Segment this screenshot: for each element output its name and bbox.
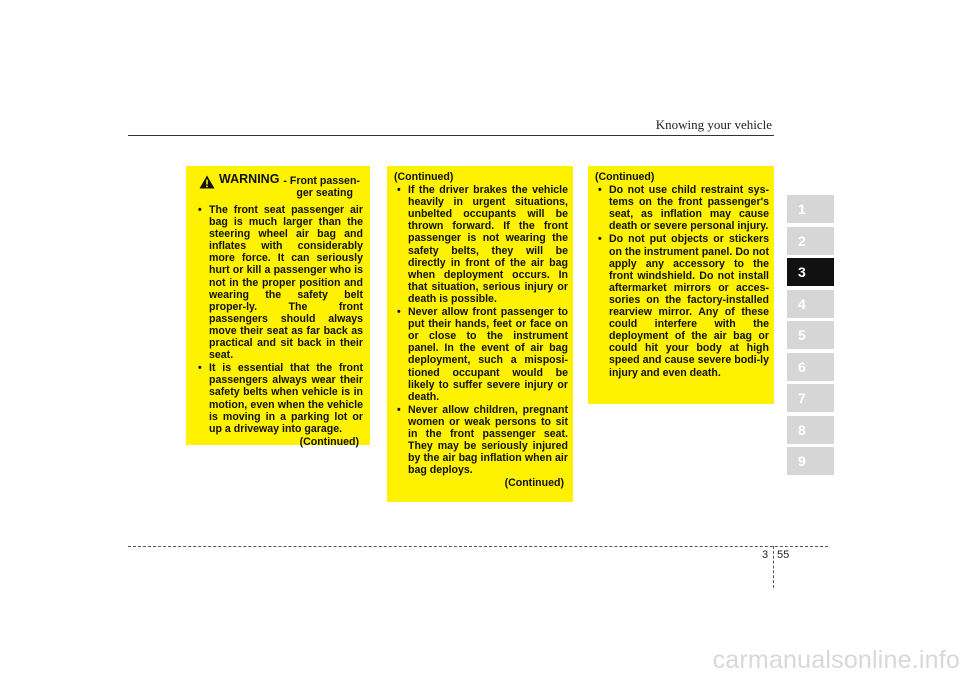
continued-label: (Continued)	[299, 435, 359, 448]
warning-list	[195, 204, 363, 435]
chapter-tab-4[interactable]: 4	[787, 290, 834, 318]
warning-list	[394, 184, 568, 476]
warning-subtitle-line1: - Front passen-	[283, 175, 360, 187]
chapter-tabs	[787, 195, 834, 479]
chapter-tab-2[interactable]: 2	[787, 227, 834, 255]
chapter-tab-7[interactable]: 7	[787, 384, 834, 412]
chapter-tab-8[interactable]: 8	[787, 416, 834, 444]
warning-list	[595, 184, 769, 379]
chapter-tab-9[interactable]: 9	[787, 447, 834, 475]
list-item: • The front seat passenger air bag is much larger than the steering wheel air bag and inflates with considerably more force. It can seriously hurt or kill a passenger who is not in the proper position and wearing the safety belt proper-ly. The front passengers should always move their seat as far back as practical and sit back in their seat.	[195, 204, 363, 361]
warning-subtitle-line2: ger seating	[296, 187, 353, 199]
continued-label: (Continued)	[394, 171, 454, 183]
list-item: • Never allow front passenger to put their hands, feet or face on or close to the instrument panel. In the event of air bag deployment, such a misposi-tioned occupant would be likely to suffer severe injury or death.	[394, 306, 568, 403]
continued-label: (Continued)	[504, 477, 564, 490]
list-item: • If the driver brakes the vehicle heavily in urgent situations, unbelted occupants will be thrown forward. If the front passenger is not wearing the safety belts, they will be directly in front of the air bag when deployment occurs. In that situation, serious injury or death is possible.	[394, 184, 568, 305]
page-number: 55	[777, 549, 790, 561]
chapter-tab-5[interactable]: 5	[787, 321, 834, 349]
chapter-tab-6[interactable]: 6	[787, 353, 834, 381]
warning-header	[195, 173, 363, 199]
warning-box-continued-1	[387, 166, 573, 502]
footer-rule	[128, 546, 828, 547]
watermark: carmanualsonline.info	[712, 646, 960, 674]
header-title: Knowing your vehicle	[655, 117, 772, 132]
chapter-tab-1[interactable]: 1	[787, 195, 834, 223]
list-item: • Do not put objects or stickers on the instrument panel. Do not apply any accessory to the front windshield. Do not install aftermarket mirrors or acces-sories on the factory-installed rearview mirror. Any of these could interfere with the deployment of the air bag or could hit your body at high speed and cause severe bodi-ly injury and even death.	[595, 233, 769, 378]
footer-divider	[773, 546, 774, 588]
list-item: • Never allow children, pregnant women or weak persons to sit in the front passenger seat. They may be seriously injured by the air bag inflation when air bag deploys.	[394, 404, 568, 477]
continued-label: (Continued)	[595, 171, 655, 183]
header-rule	[128, 135, 774, 136]
page-section-number: 3	[762, 549, 769, 561]
warning-triangle-icon	[199, 175, 215, 189]
list-item: • Do not use child restraint sys-tems on the front passenger's seat, as inflation may cause death or severe personal injury.	[595, 184, 769, 232]
warning-subtitle	[283, 173, 360, 199]
warning-word: WARNING	[219, 172, 280, 186]
list-item: • It is essential that the front passengers always wear their safety belts when vehicle is in motion, even when the vehicle is moving in a parking lot or up a driveway into garage.	[195, 362, 363, 435]
warning-box-continued-2	[588, 166, 774, 404]
chapter-tab-3[interactable]: 3	[787, 258, 834, 286]
warning-box-front-passenger	[186, 166, 370, 448]
